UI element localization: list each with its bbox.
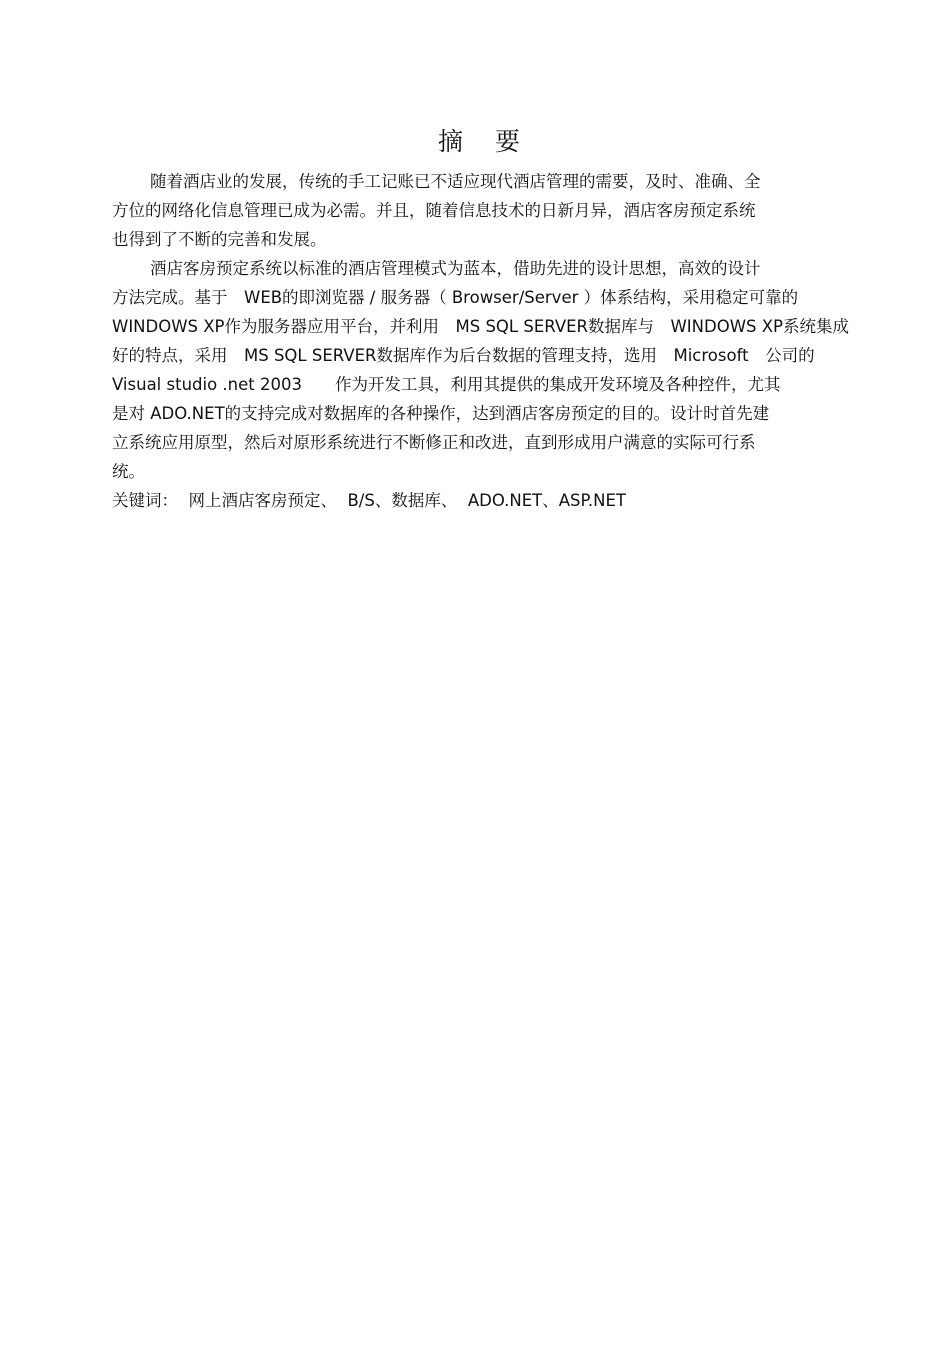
abstract-line-1: 随着酒店业的发展，传统的手工记账已不适应现代酒店管理的需要，及时、准确、全	[150, 172, 761, 191]
abstract-line-6: WINDOWS XP作为服务器应用平台，并利用 MS SQL SERVER数据库与 WINDOWS XP系统集成	[112, 317, 849, 336]
abstract-line-10: 立系统应用原型，然后对原形系统进行不断修正和改进，直到形成用户满意的实际可行系	[112, 433, 756, 452]
abstract-line-11: 统。	[112, 462, 145, 481]
abstract-line-3: 也得到了不断的完善和发展。	[112, 230, 327, 249]
abstract-title: 摘 要	[438, 127, 532, 156]
abstract-line-5: 方法完成。基于 WEB的即浏览器 / 服务器（ Browser/Server ）体系结构，采用稳定可靠的	[112, 288, 799, 307]
abstract-line-4: 酒店客房预定系统以标准的酒店管理模式为蓝本，借助先进的设计思想，高效的设计	[150, 259, 761, 278]
keywords-line: 关键词： 网上酒店客房预定、 B/S、数据库、 ADO.NET、ASP.NET	[112, 491, 626, 510]
abstract-line-9: 是对 ADO.NET的支持完成对数据库的各种操作，达到酒店客房预定的目的。设计时首先建	[112, 404, 770, 423]
abstract-line-7: 好的特点，采用 MS SQL SERVER数据库作为后台数据的管理支持，选用 Microsoft 公司的	[112, 346, 815, 365]
abstract-line-2: 方位的网络化信息管理已成为必需。并且，随着信息技术的日新月异，酒店客房预定系统	[112, 201, 756, 220]
abstract-line-8: Visual studio .net 2003 作为开发工具，利用其提供的集成开发环境及各种控件，尤其	[112, 375, 781, 394]
